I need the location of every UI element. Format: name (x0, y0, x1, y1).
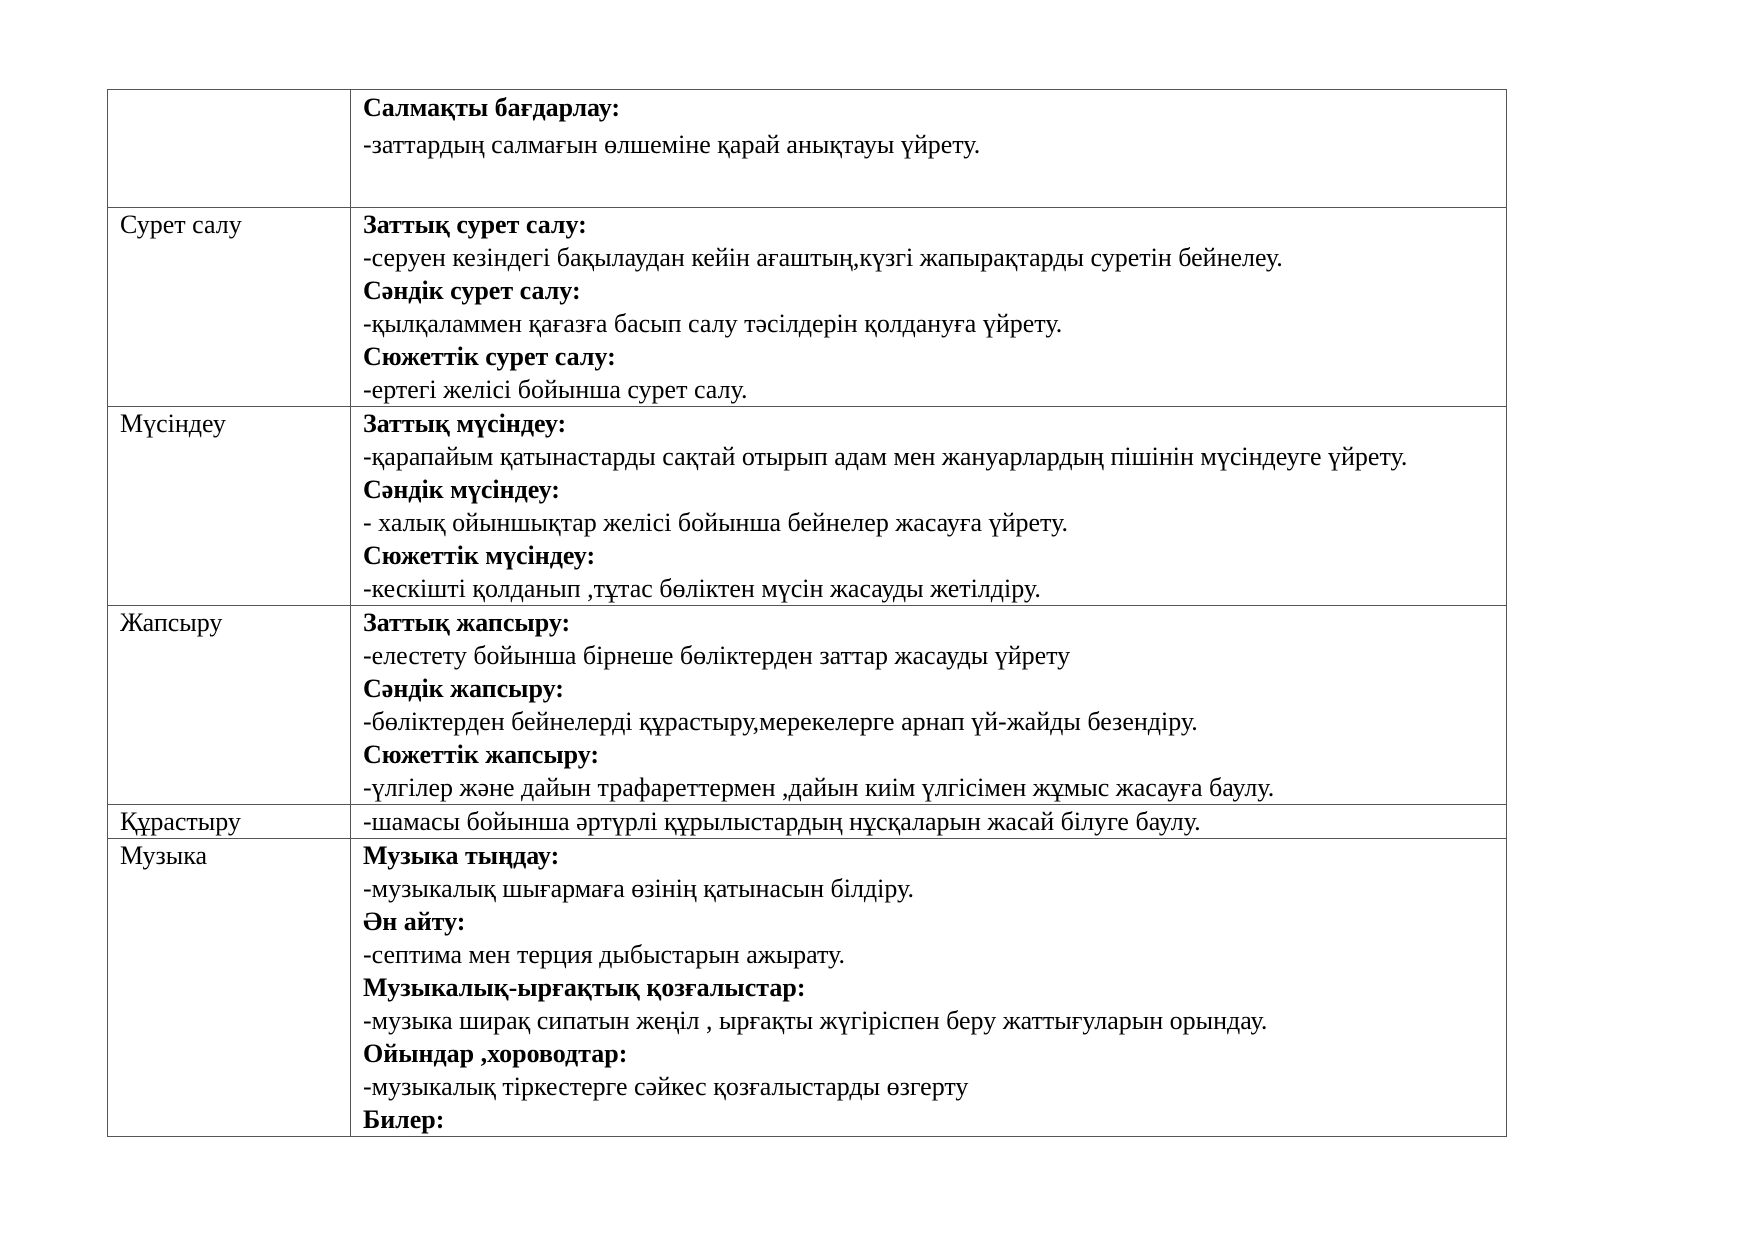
content-cell (351, 407, 1507, 606)
table-row (108, 407, 1507, 606)
content-cell (351, 839, 1507, 1137)
content-cell (351, 805, 1507, 839)
table-row (108, 839, 1507, 1137)
subject-cell: Мүсіндеу (108, 407, 351, 606)
section-heading: Ән айту: (363, 907, 466, 936)
section-heading: Заттық сурет салу: (363, 210, 587, 239)
content-cell (351, 90, 1507, 208)
section-text: -серуен кезіндегі бақылаудан кейін ағаштың,күзгі жапырақтарды суретін бейнелеу. (363, 243, 1283, 272)
section-text: -кескішті қолданып ,тұтас бөліктен мүсін жасауды жетілдіру. (363, 574, 1041, 603)
section-text: -бөліктерден бейнелерді құрастыру,мерекелерге арнап үй-жайды безендіру. (363, 707, 1198, 736)
table-row (108, 805, 1507, 839)
section-text: -қылқаламмен қағазға басып салу тәсілдерін қолдануға үйрету. (363, 309, 1063, 338)
content-cell (351, 208, 1507, 407)
section-heading: Заттық жапсыру: (363, 608, 571, 637)
section-text: -музыкалық тіркестерге сәйкес қозғалыстарды өзгерту (363, 1072, 969, 1101)
section-heading: Сюжеттік сурет салу: (363, 342, 616, 371)
section-heading: Музыкалық-ырғақтық қозғалыстар: (363, 973, 806, 1002)
content-cell (351, 606, 1507, 805)
section-heading: Сәндік сурет салу: (363, 276, 581, 305)
section-text: -музыкалық шығармаға өзінің қатынасын білдіру. (363, 874, 914, 903)
section-heading: Сюжеттік жапсыру: (363, 740, 600, 769)
section-text: -елестету бойынша бірнеше бөліктерден заттар жасауды үйрету (363, 641, 1071, 670)
section-text: -ертегі желісі бойынша сурет салу. (363, 375, 748, 404)
section-text: -үлгілер және дайын трафареттермен ,дайын киім үлгісімен жұмыс жасауға баулу. (363, 773, 1275, 802)
subject-cell: Құрастыру (108, 805, 351, 839)
table-row (108, 606, 1507, 805)
section-text: -шамасы бойынша әртүрлі құрылыстардың нұсқаларын жасай білуге баулу. (363, 807, 1201, 836)
section-text: -музыка ширақ сипатын жеңіл , ырғақты жүгіріспен беру жаттығуларын орындау. (363, 1006, 1268, 1035)
section-heading: Заттық мүсіндеу: (363, 409, 567, 438)
subject-cell (108, 90, 351, 208)
section-heading: Билер: (363, 1105, 445, 1134)
section-heading: Салмақты бағдарлау: (363, 93, 621, 122)
section-text: -заттардың салмағын өлшеміне қарай анықтауы үйрету. (363, 130, 981, 159)
section-text: - халық ойыншықтар желісі бойынша бейнелер жасауға үйрету. (363, 508, 1068, 537)
section-heading: Сюжеттік мүсіндеу: (363, 541, 596, 570)
curriculum-table (107, 89, 1507, 1137)
table-row (108, 208, 1507, 407)
section-heading: Сәндік мүсіндеу: (363, 475, 560, 504)
section-heading: Сәндік жапсыру: (363, 674, 564, 703)
table-row (108, 90, 1507, 208)
section-heading: Ойындар ,хороводтар: (363, 1039, 628, 1068)
section-heading: Музыка тыңдау: (363, 841, 560, 870)
subject-cell: Жапсыру (108, 606, 351, 805)
section-text: -септима мен терция дыбыстарын ажырату. (363, 940, 845, 969)
section-text: -қарапайым қатынастарды сақтай отырып адам мен жануарлардың пішінін мүсіндеуге үйрету. (363, 442, 1408, 471)
subject-cell: Сурет салу (108, 208, 351, 407)
subject-cell: Музыка (108, 839, 351, 1137)
